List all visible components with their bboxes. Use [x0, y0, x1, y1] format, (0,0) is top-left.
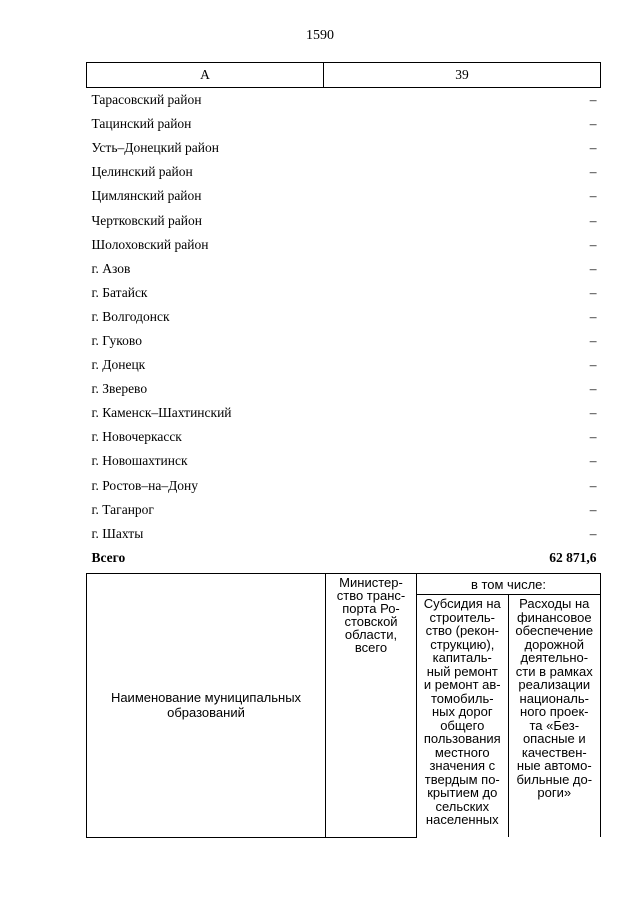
- road-expenses-header: [508, 595, 600, 838]
- including-header: в том числе:: [417, 574, 601, 595]
- row-value: –: [589, 525, 597, 541]
- table-row: [87, 305, 601, 329]
- header-line: Расходы на: [519, 596, 590, 611]
- row-name: г. Шахты: [91, 525, 144, 541]
- page-number: 1590: [306, 28, 334, 43]
- row-value: –: [589, 308, 597, 324]
- table-row: [87, 281, 601, 305]
- row-value: –: [589, 332, 597, 348]
- row-name: г. Донецк: [91, 357, 146, 373]
- row-value: –: [589, 92, 597, 108]
- total-label: Всего: [91, 549, 126, 565]
- ministry-total-header: [326, 574, 417, 838]
- row-name: г. Батайск: [91, 284, 148, 300]
- header-line: пользования: [423, 731, 501, 746]
- row-name: г. Таганрог: [91, 501, 154, 517]
- header-line: деятельно-: [520, 650, 589, 665]
- table-row: [87, 208, 601, 232]
- header-line: та «Без-: [529, 717, 580, 733]
- table-row: [87, 474, 601, 498]
- row-name: г. Новошахтинск: [91, 453, 188, 469]
- header-line: качествен-: [521, 744, 587, 760]
- row-value: –: [589, 405, 597, 421]
- table-row: [87, 353, 601, 377]
- header-line: местного: [434, 744, 490, 760]
- row-value: –: [589, 260, 597, 276]
- table-row: [87, 112, 601, 136]
- total-value: 62 871,6: [549, 549, 597, 565]
- header-cell-a: А: [87, 63, 324, 88]
- header-line: дорожной: [524, 636, 585, 652]
- header-line: сти в рамках: [515, 663, 593, 679]
- row-value: –: [589, 236, 597, 252]
- header-line: бильные до-: [516, 771, 593, 787]
- total-row: [87, 546, 601, 570]
- row-value: –: [589, 164, 597, 180]
- row-name: г. Волгодонск: [91, 308, 170, 324]
- row-value: –: [589, 188, 597, 204]
- row-name: г. Новочеркасск: [91, 429, 182, 445]
- table-row: [87, 377, 601, 401]
- row-name: Целинский район: [91, 164, 193, 180]
- header-line: ство транс-: [336, 588, 406, 603]
- row-name: г. Зверево: [91, 381, 148, 397]
- row-value: –: [589, 453, 597, 469]
- table-row: [87, 88, 601, 113]
- header-line: ный ремонт: [426, 663, 498, 679]
- header-line: сельских: [435, 798, 490, 814]
- header-line: финансовое: [516, 609, 592, 625]
- header-line: Субсидия на: [423, 596, 501, 611]
- table-row: [87, 449, 601, 473]
- table-row: [87, 184, 601, 208]
- table-row: [87, 401, 601, 425]
- row-value: –: [589, 284, 597, 300]
- row-value: –: [589, 429, 597, 445]
- header-line: обеспечение: [515, 623, 594, 638]
- row-name: Шолоховский район: [91, 236, 209, 252]
- header-line: опасные и: [522, 731, 586, 746]
- row-name: Чертковский район: [91, 212, 202, 228]
- row-value: –: [589, 140, 597, 156]
- subsidy-header: [417, 595, 509, 838]
- row-value: –: [589, 501, 597, 517]
- header-line: ных дорог: [431, 704, 493, 719]
- header-line: крытием до: [427, 785, 498, 800]
- header-cell-39: 39: [324, 63, 601, 88]
- row-name: Цимлянский район: [91, 188, 202, 204]
- header-line: реализации: [518, 677, 591, 692]
- row-name: Тацинский район: [91, 116, 192, 132]
- header-line: всего: [354, 640, 388, 655]
- table-row: [87, 257, 601, 281]
- header-line: ного проек-: [520, 704, 589, 719]
- header-line: Министер-: [339, 575, 403, 590]
- municipal-name-header: Наименование муниципальных образований: [87, 574, 326, 838]
- table-header-row: [87, 63, 601, 88]
- row-name: г. Азов: [91, 260, 131, 276]
- table-row: [87, 329, 601, 353]
- header-line: роги»: [537, 785, 572, 800]
- header-line: общего: [440, 717, 485, 733]
- row-name: Тарасовский район: [91, 92, 202, 108]
- table-row: [87, 425, 601, 449]
- header-line: стовской: [344, 614, 398, 629]
- table-row: [87, 498, 601, 522]
- header-line: томобиль-: [430, 690, 494, 706]
- row-value: –: [589, 212, 597, 228]
- header-line: твердым по-: [424, 771, 500, 787]
- header-line: ство (рекон-: [425, 623, 499, 638]
- header-line: строитель-: [429, 609, 496, 625]
- header-line: ные автомо-: [516, 758, 592, 773]
- header-line: значения с: [429, 758, 496, 773]
- header-line: и ремонт ав-: [423, 677, 501, 692]
- row-value: –: [589, 477, 597, 493]
- header-line: населенных: [425, 812, 499, 827]
- table-row: [87, 233, 601, 257]
- header-line: порта Ро-: [342, 601, 400, 616]
- header-line: струкцию),: [430, 636, 495, 652]
- header-line: националь-: [519, 690, 589, 706]
- row-value: –: [589, 381, 597, 397]
- row-name: Усть–Донецкий район: [91, 140, 219, 156]
- table-row: [87, 160, 601, 184]
- row-value: –: [589, 116, 597, 132]
- header-line: области,: [344, 627, 398, 642]
- row-name: г. Гуково: [91, 332, 142, 348]
- table-row: [87, 522, 601, 546]
- row-value: –: [589, 357, 597, 373]
- header-line: капиталь-: [432, 650, 492, 665]
- table-row: [87, 136, 601, 160]
- row-name: г. Каменск–Шахтинский: [91, 405, 232, 421]
- column-header-table: [86, 573, 601, 838]
- row-name: г. Ростов–на–Дону: [91, 477, 199, 493]
- municipal-values-table: [86, 62, 601, 570]
